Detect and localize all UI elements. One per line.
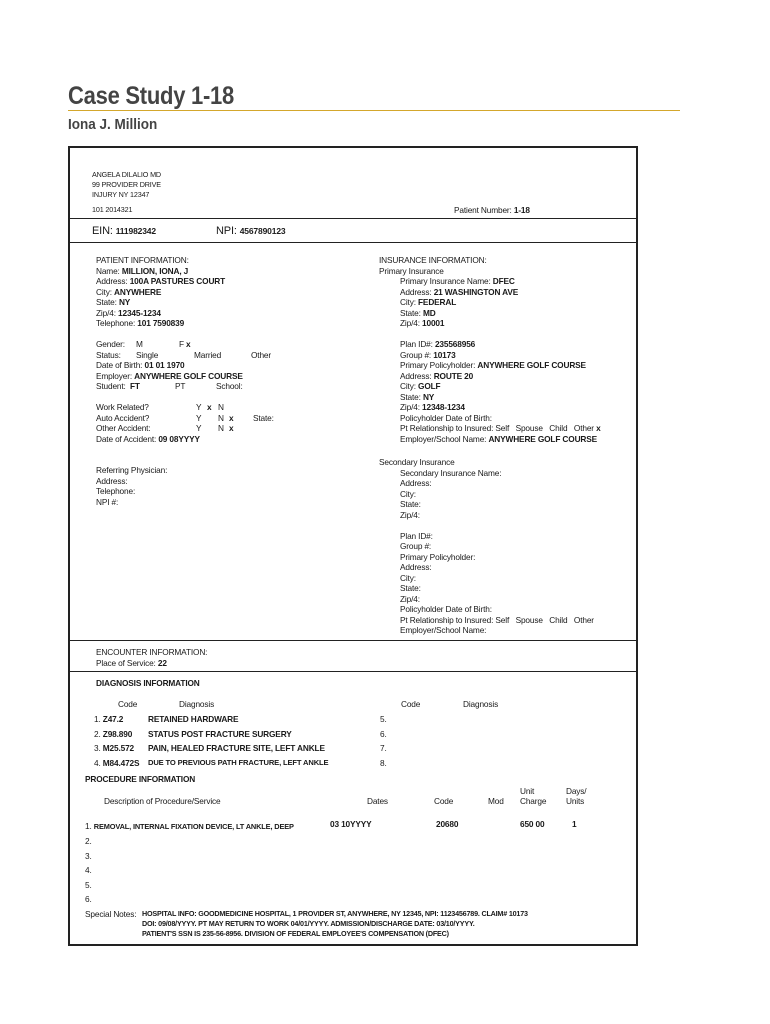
diagnosis-code-header: Code	[118, 699, 138, 709]
employer-school: Employer/School Name: ANYWHERE GOLF COURSE	[400, 433, 598, 444]
patient-subtitle: Iona J. Million	[68, 116, 158, 133]
patient-phone: Telephone: 101 7590839	[96, 318, 185, 328]
gender-label: Gender:	[96, 339, 125, 349]
page-title: Case Study 1-18	[68, 82, 235, 110]
status-other: Other	[251, 349, 272, 360]
secondary-holder-state: State:	[400, 583, 421, 593]
secondary-insurance-heading: Secondary Insurance	[379, 457, 455, 467]
primary-insurance-heading: Primary Insurance	[379, 265, 444, 276]
npi-label: NPI:	[216, 225, 237, 237]
patient-number-value: 1-18	[513, 205, 530, 215]
place-of-service: Place of Service: 22	[96, 657, 167, 668]
dob: Date of Birth: 01 01 1970	[96, 360, 185, 370]
secondary-plan-id: Plan ID#:	[400, 530, 433, 541]
procedure-row-4: 4.	[85, 865, 92, 875]
divider-ein-top	[70, 218, 636, 219]
provider-phone: 101 2014321	[92, 205, 133, 214]
special-notes-label: Special Notes:	[85, 909, 137, 919]
patient-info-heading: PATIENT INFORMATION:	[96, 255, 189, 265]
policyholder-city: City: GOLF	[400, 381, 441, 391]
secondary-policyholder: Primary Policyholder:	[400, 551, 476, 562]
procedure-date-1: 03 10YYYY	[330, 819, 372, 829]
status-single: Single	[136, 349, 159, 360]
student-label: Student:	[96, 381, 126, 391]
primary-insurance-address: Address: 21 WASHINGTON AVE	[400, 286, 519, 297]
diagnosis-row-4: 4. M84.472S	[94, 757, 140, 768]
other-accident-mark: x	[229, 423, 234, 433]
work-related-mark: x	[207, 402, 212, 412]
procedure-row-6: 6.	[85, 894, 92, 904]
provider-address1: 99 PROVIDER DRIVE	[92, 180, 161, 189]
diagnosis-desc-2: STATUS POST FRACTURE SURGERY	[148, 728, 292, 739]
encounter-heading: ENCOUNTER INFORMATION:	[96, 647, 208, 657]
auto-accident-state: State:	[253, 412, 274, 423]
referring-npi: NPI #:	[96, 496, 119, 507]
diagnosis-num-7: 7.	[380, 743, 387, 753]
secondary-zip: Zip/4:	[400, 509, 420, 520]
employer: Employer: ANYWHERE GOLF COURSE	[96, 370, 243, 381]
procedure-charge-1: 650 00	[520, 819, 545, 829]
primary-insurance-state: State: MD	[400, 307, 436, 318]
secondary-holder-address: Address:	[400, 562, 432, 572]
accident-date: Date of Accident: 09 08YYYY	[96, 433, 200, 444]
other-accident-label: Other Accident:	[96, 423, 151, 433]
diagnosis-num-6: 6.	[380, 728, 387, 739]
work-related-n: N	[218, 402, 224, 412]
group-number: Group #: 10173	[400, 349, 456, 360]
ein	[92, 226, 156, 237]
divider-ein-bottom	[70, 242, 636, 243]
procedure-desc-header: Description of Procedure/Service	[104, 796, 221, 806]
other-accident-y: Y	[196, 423, 202, 433]
referring-address: Address:	[96, 475, 128, 486]
days-header-2: Units	[566, 796, 585, 806]
other-accident-n: N	[218, 423, 224, 433]
insurance-heading: INSURANCE INFORMATION:	[379, 255, 487, 265]
policyholder-state: State: NY	[400, 391, 435, 402]
npi	[216, 226, 285, 237]
policyholder-address: Address: ROUTE 20	[400, 370, 474, 381]
primary-insurance-zip: Zip/4: 10001	[400, 318, 445, 328]
primary-insurance-name: Primary Insurance Name: DFEC	[400, 276, 515, 286]
procedure-code-header: Code	[434, 796, 454, 806]
special-notes-line-3: PATIENT'S SSN IS 235-56-8956. DIVISION OF FEDERAL EMPLOYEE'S COMPENSATION (DFEC)	[142, 929, 449, 938]
student-ft: FT	[130, 381, 140, 391]
special-notes-line-1: HOSPITAL INFO: GOODMEDICINE HOSPITAL, 1 PROVIDER ST, ANYWHERE, NY 12345, NPI: 1123456789. CLAIM# 10173	[142, 909, 528, 918]
diagnosis-row-1: 1. Z47.2	[94, 714, 124, 724]
policyholder-zip: Zip/4: 12348-1234	[400, 402, 465, 412]
procedure-heading: PROCEDURE INFORMATION	[85, 774, 196, 784]
auto-accident-n: N	[218, 412, 224, 423]
secondary-relationship: Pt Relationship to Insured: Self Spouse Child Other	[400, 614, 594, 625]
special-notes-line-2: DOI: 09/08/YYYY. PT MAY RETURN TO WORK 04/01/YYYY. ADMISSION/DISCHARGE DATE: 03/10/YYYY.	[142, 919, 475, 928]
pt-relationship: Pt Relationship to Insured: Self Spouse Child Other x	[400, 423, 601, 433]
procedure-dates-header: Dates	[367, 796, 388, 806]
procedure-row-3: 3.	[85, 850, 92, 861]
referring-phone: Telephone:	[96, 486, 136, 496]
patient-state: State: NY	[96, 297, 131, 307]
procedure-row-2: 2.	[85, 836, 92, 846]
patient-city: City: ANYWHERE	[96, 286, 162, 297]
diagnosis-desc-1: RETAINED HARDWARE	[148, 714, 239, 724]
days-header-1: Days/	[566, 786, 587, 796]
diagnosis-num-5: 5.	[380, 714, 387, 724]
procedure-mod-header: Mod	[488, 796, 504, 806]
title-rule	[68, 110, 680, 111]
plan-id: Plan ID#: 235568956	[400, 339, 476, 349]
secondary-employer: Employer/School Name:	[400, 625, 487, 635]
diagnosis-desc-header-right: Diagnosis	[463, 699, 499, 709]
patient-name: Name: MILLION, IONA, J	[96, 265, 189, 276]
unit-header-2: Charge	[520, 796, 547, 806]
auto-accident-label: Auto Accident?	[96, 412, 150, 423]
provider-name: ANGELA DILALIO MD	[92, 170, 161, 179]
secondary-group: Group #:	[400, 541, 432, 551]
secondary-state: State:	[400, 499, 421, 509]
provider-address2: INJURY NY 12347	[92, 190, 150, 199]
gender-mark: x	[186, 339, 191, 349]
secondary-city: City:	[400, 488, 416, 499]
procedure-units-1: 1	[572, 819, 577, 829]
policyholder-dob: Policyholder Date of Birth:	[400, 412, 492, 423]
procedure-row-1: 1. REMOVAL, INTERNAL FIXATION DEVICE, LT ANKLE, DEEP	[85, 821, 294, 831]
primary-insurance-city: City: FEDERAL	[400, 297, 457, 307]
diagnosis-row-3: 3. M25.572	[94, 743, 135, 753]
diagnosis-heading: DIAGNOSIS INFORMATION	[96, 678, 200, 688]
secondary-holder-city: City:	[400, 572, 416, 583]
procedure-code-1: 20680	[436, 819, 459, 829]
ein-label: EIN:	[92, 225, 113, 237]
auto-accident-mark: x	[229, 412, 234, 423]
diagnosis-desc-4: DUE TO PREVIOUS PATH FRACTURE, LEFT ANKLE	[148, 757, 329, 767]
status-married: Married	[194, 349, 222, 360]
divider-encounter-top	[70, 640, 636, 641]
patient-zip: Zip/4: 12345-1234	[96, 307, 161, 318]
diagnosis-code-header-right: Code	[401, 699, 421, 709]
referring-physician: Referring Physician:	[96, 465, 168, 475]
unit-header-1: Unit	[520, 786, 535, 796]
status-label: Status:	[96, 349, 121, 360]
procedure-row-5: 5.	[85, 879, 92, 890]
patient-number-label: Patient Number:	[454, 205, 512, 215]
case-form	[68, 146, 638, 946]
student-school: School:	[216, 381, 243, 391]
work-related-label: Work Related?	[96, 402, 149, 412]
divider-encounter-bottom	[70, 671, 636, 672]
diagnosis-desc-header: Diagnosis	[179, 699, 215, 709]
npi-value: 4567890123	[239, 226, 286, 236]
diagnosis-desc-3: PAIN, HEALED FRACTURE SITE, LEFT ANKLE	[148, 743, 325, 753]
gender-m: M	[136, 339, 143, 349]
secondary-holder-zip: Zip/4:	[400, 593, 420, 604]
patient-number	[454, 205, 530, 216]
work-related-y: Y	[196, 402, 202, 412]
student-pt: PT	[175, 381, 186, 391]
gender-f: F	[179, 339, 184, 349]
secondary-insurance-name: Secondary Insurance Name:	[400, 467, 502, 478]
primary-policyholder: Primary Policyholder: ANYWHERE GOLF COURSE	[400, 360, 586, 370]
diagnosis-num-8: 8.	[380, 757, 387, 768]
auto-accident-y: Y	[196, 412, 202, 423]
ein-value: 111982342	[115, 226, 156, 236]
patient-address: Address: 100A PASTURES COURT	[96, 276, 226, 286]
secondary-holder-dob: Policyholder Date of Birth:	[400, 604, 492, 614]
diagnosis-row-2: 2. Z98.890	[94, 728, 133, 739]
secondary-address: Address:	[400, 478, 432, 488]
